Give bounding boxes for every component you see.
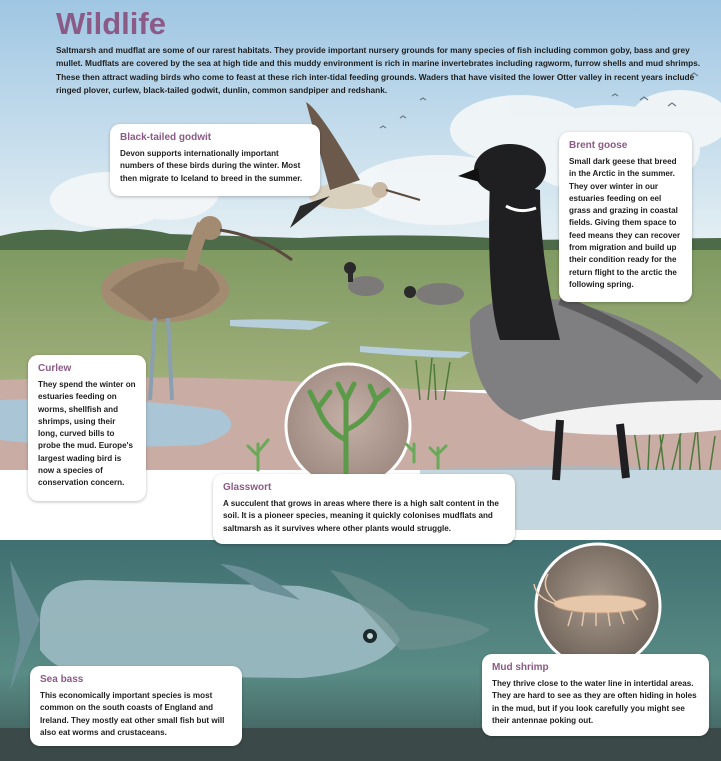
mud-shrimp-card-title: Mud shrimp: [492, 662, 549, 673]
sea-bass-card-title: Sea bass: [40, 674, 84, 685]
brent-goose-card-text: Small dark geese that breed in the Arctic in the summer. They over winter in our estuaries feeding on eel grass and grazing in coastal fields. Giving them space to feed means they can recover from migration and build up their condition ready for the return flight to the arctic the following spring.: [569, 157, 681, 289]
brent-goose-card: [559, 132, 692, 302]
glasswort-card: [213, 474, 515, 544]
godwit-card: [110, 124, 320, 196]
godwit-card-title: Black-tailed godwit: [120, 132, 212, 143]
curlew-card: [28, 355, 146, 501]
glasswort-card-text: A succulent that grows in areas where there is a high salt content in the soil. It is a pioneer species, meaning it quickly colonises mudflats and saltmarsh as it survives where other plants would struggle.: [223, 499, 499, 533]
brent-goose-card-title: Brent goose: [569, 140, 628, 151]
intro-paragraph: Saltmarsh and mudflat are some of our rarest habitats. They provide important nursery grounds for many species of fish including common goby, bass and grey mullet. Mudflats are covered by the sea at high tide and this muddy environment is rich in marine invertebrates including ragworm, furrow shells and mud shrimps. These then attract wading birds who come to feast at these rich inter-tidal feeding grounds. Waders that have visited the lower Otter valley in recent years include ringed plover, curlew, black-tailed godwit, dunlin, common sandpiper and redshank.: [56, 45, 701, 96]
page-title: Wildlife: [56, 6, 166, 41]
mud-shrimp-card: [482, 654, 709, 736]
glasswort-circle: [286, 364, 410, 488]
godwit-card-text: Devon supports internationally important numbers of these birds during the winter. Most then migrate to Iceland to breed in the summer.: [120, 149, 303, 183]
sea-bass-card-text: This economically important species is most common on the south coasts of England and Ireland. They mostly eat other small fish but will also eat worms and crustaceans.: [40, 691, 225, 737]
curlew-card-title: Curlew: [38, 363, 72, 374]
mud-shrimp-circle: [534, 544, 660, 668]
sea-bass-card: [30, 666, 242, 746]
glasswort-card-title: Glasswort: [223, 482, 272, 493]
curlew-card-text: They spend the winter on estuaries feeding on worms, shellfish and shrimps, using their long, curved bills to probe the mud. Europe's largest wading bird is now a species of conservation concern.: [38, 380, 136, 488]
mud-shrimp-card-text: They thrive close to the water line in intertidal areas. They are hard to see as they are often hiding in holes in the mud, but if you look carefully you might see their antennae poking out.: [492, 679, 697, 725]
